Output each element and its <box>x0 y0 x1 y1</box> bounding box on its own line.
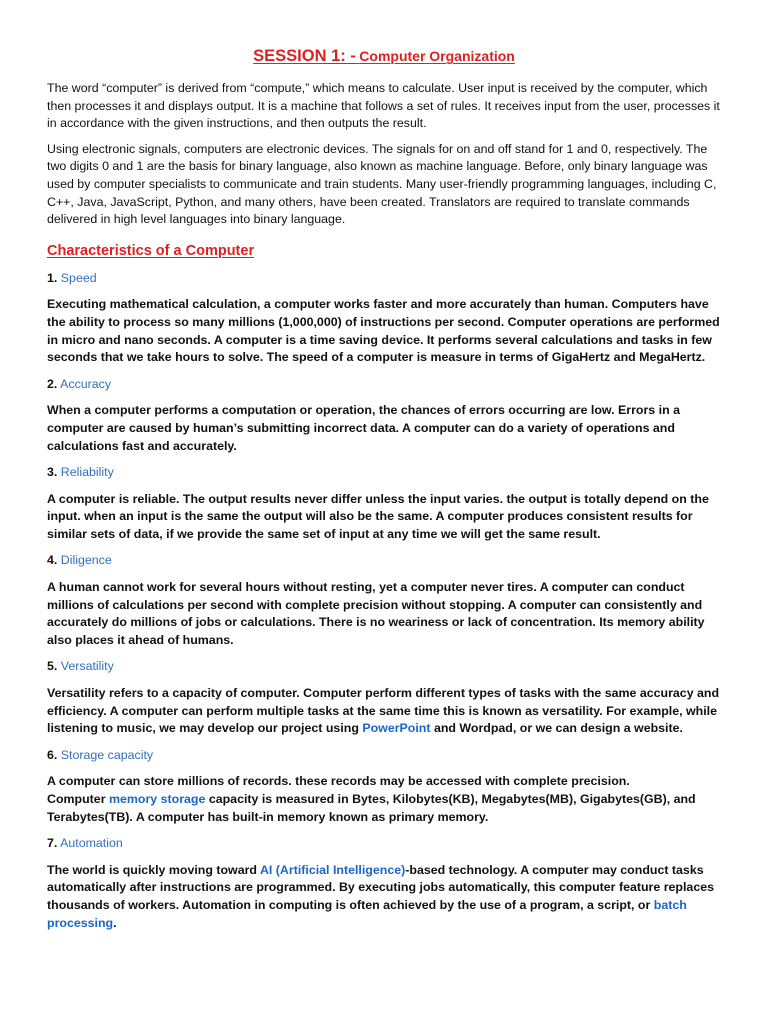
body-text: -based technology. A computer may conduct tasks automatically after instructions are programmed. By executing jobs automatically, this computer feature replaces thousands of workers. Automation in computing is often achieved by the use of a program, a script, or <box>47 862 714 912</box>
body-text: The world is quickly moving toward <box>47 862 260 877</box>
body-text: Versatility refers to a capacity of computer. Computer perform different types of tasks with the same accuracy and efficiency. A computer can perform multiple tasks at the same time this is known as versatility. For example, while listening to music, we may develop our project using <box>47 686 720 736</box>
intro-paragraph-1: The word “computer” is derived from “compute,” which means to calculate. User input is received by the computer, which then processes it and displays output. It is a machine that follows a set of rules. It receives input from the user, processes it in accordance with the given instructions, and then outputs the result. <box>47 81 720 131</box>
item-body-storage-capacity <box>47 773 721 826</box>
item-heading-storage-capacity <box>47 747 721 765</box>
item-body-reliability: A computer is reliable. The output results never differ unless the input varies. the output is totally depend on the input. when an input is the same the output will also be the same. A computer produces consistent results for similar sets of data, if we provide the same set of input at any time we will get the same result. <box>47 491 709 541</box>
item-body-speed: Executing mathematical calculation, a computer works faster and more accurately than human. Computers have the ability to process so many millions (1,000,000) of instructions per second. Computer operations are performed in micro and nano seconds. A computer is a time saving device. It performs several calculations and tasks in few seconds that we take hours to solve. The speed of a computer is measure in terms of GigaHertz and MegaHertz. <box>47 297 720 365</box>
item-number: 4. <box>47 553 58 568</box>
title-sub: Computer Organization <box>359 48 515 64</box>
powerpoint-link[interactable]: PowerPoint <box>362 721 431 736</box>
body-text: . <box>113 915 117 930</box>
intro-paragraph-2: Using electronic signals, computers are electronic devices. The signals for on and off stand for 1 and 0, respectively. The two digits 0 and 1 are the basis for binary language, also known as machine language. Before, only binary language was used by computer specialists to communicate and train students. Many user-friendly programming languages, including C, C++, Java, JavaScript, Python, and many others, have been created. Translators are required to translate commands delivered in high level languages into binary language. <box>47 141 717 227</box>
item-number: 3. <box>47 465 58 480</box>
ai-link[interactable]: AI (Artificial Intelligence) <box>259 862 406 877</box>
item-title: Storage capacity <box>60 747 154 762</box>
item-heading-versatility <box>47 658 721 676</box>
item-number: 5. <box>47 659 58 674</box>
body-text: A computer can store millions of records. these records may be accessed with complete precision. <box>47 774 630 789</box>
item-heading-speed <box>47 270 721 288</box>
body-text: Computer <box>47 792 109 806</box>
item-body-automation <box>47 862 721 932</box>
page-title <box>47 45 721 68</box>
item-title: Versatility <box>60 659 114 674</box>
batch-processing-link[interactable]: batch processing <box>47 897 687 930</box>
body-text: and Wordpad, or we can design a website. <box>430 721 683 736</box>
item-heading-diligence <box>47 552 721 570</box>
item-number: 2. <box>47 376 58 391</box>
item-body-diligence: A human cannot work for several hours without resting, yet a computer never tires. A computer can conduct millions of calculations per second with complete precision without stopping. A computer can consistently and accurately do millions of jobs or calculations. There is no weariness or lack of concentration. Its memory ability also places it ahead of humans. <box>47 580 705 647</box>
item-number: 1. <box>47 270 58 285</box>
item-body-accuracy: When a computer performs a computation or operation, the chances of errors occurring are low. Errors in a computer are caused by human’s submitting incorrect data. A computer can do a variety of operations and calculations fast and accurately. <box>47 403 680 453</box>
item-heading-automation <box>47 835 721 853</box>
item-title: Diligence <box>60 553 112 568</box>
characteristics-heading: Characteristics of a Computer <box>47 242 255 259</box>
item-title: Automation <box>60 836 123 851</box>
item-heading-reliability <box>47 464 721 482</box>
title-main: SESSION 1: - <box>253 47 356 65</box>
memory-storage-link[interactable]: memory storage <box>108 792 206 806</box>
item-heading-accuracy <box>47 376 721 394</box>
item-title: Speed <box>60 270 97 285</box>
body-text: capacity is measured in Bytes, Kilobytes(KB), Megabytes(MB), Gigabytes(GB), and Terabytes(TB). A computer has built-in memory known as primary memory. <box>47 792 696 824</box>
item-title: Reliability <box>60 465 114 480</box>
item-number: 7. <box>47 836 58 851</box>
item-number: 6. <box>47 747 58 762</box>
item-title: Accuracy <box>60 376 112 391</box>
item-body-versatility <box>47 685 721 738</box>
